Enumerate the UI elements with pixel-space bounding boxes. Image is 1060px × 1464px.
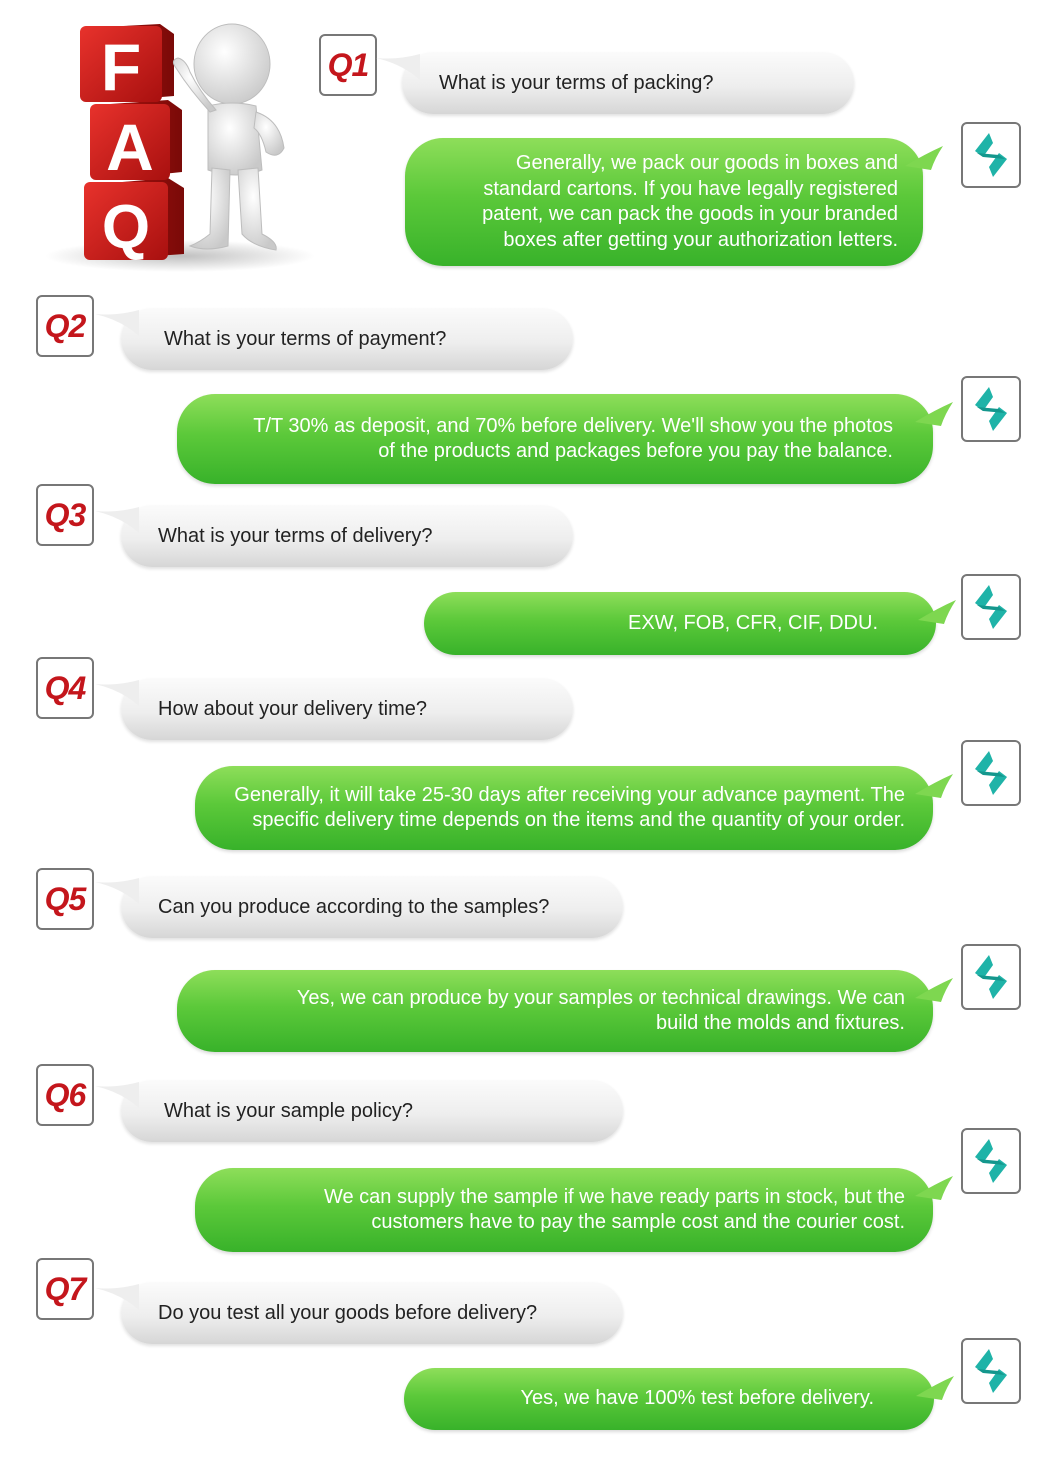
q4-question-text: How about your delivery time? xyxy=(158,697,428,720)
q1-answer-bubble xyxy=(405,138,923,266)
q6-answer-tail xyxy=(915,1170,955,1200)
company-logo-icon xyxy=(969,1135,1013,1187)
q5-answer-line-1: Yes, we can produce by your samples or technical drawings. We can xyxy=(296,986,905,1009)
q6-badge xyxy=(36,1064,94,1126)
q6-answer-line-2: customers have to pay the sample cost and the courier cost. xyxy=(371,1211,905,1233)
q2-answer-line-1: T/T 30% as deposit, and 70% before delivery. We'll show you the photos xyxy=(253,414,893,437)
q4-question-tail xyxy=(95,680,139,708)
q1-answer-tail xyxy=(905,140,945,170)
q7-answer-bubble xyxy=(404,1368,934,1430)
faq-illustration xyxy=(40,20,315,275)
q5-company-logo xyxy=(961,944,1021,1010)
q3-question-tail xyxy=(95,507,139,535)
q6-company-logo xyxy=(961,1128,1021,1194)
q7-badge xyxy=(36,1258,94,1320)
q2-answer-tail xyxy=(915,396,955,426)
q1-answer-line-1: Generally, we pack our goods in boxes and xyxy=(515,152,898,174)
company-logo-icon xyxy=(969,1345,1013,1397)
cube-letter-q: Q xyxy=(101,193,151,262)
q4-company-logo xyxy=(961,740,1021,806)
q5-question-text: Can you produce according to the samples? xyxy=(158,895,550,918)
q4-badge xyxy=(36,657,94,719)
q7-question-tail xyxy=(95,1284,139,1312)
q1-answer-line-3: patent, we can pack the goods in your branded xyxy=(482,203,898,225)
q7-company-logo xyxy=(961,1338,1021,1404)
q4-answer-bubble xyxy=(195,766,933,850)
q4-answer-tail xyxy=(915,768,955,798)
q5-answer-line-2: build the molds and fixtures. xyxy=(655,1012,905,1034)
q1-question-tail xyxy=(376,54,420,82)
q5-question-tail xyxy=(95,878,139,906)
company-logo-icon xyxy=(969,581,1013,633)
q6-question-text: What is your sample policy? xyxy=(164,1099,413,1122)
q1-answer-line-2: standard cartons. If you have legally registered xyxy=(483,177,898,200)
q7-question-bubble xyxy=(121,1282,623,1344)
q2-question-bubble xyxy=(121,308,573,370)
q5-answer-tail xyxy=(915,972,955,1002)
q1-badge xyxy=(319,34,377,96)
q2-question-text: What is your terms of payment? xyxy=(164,327,447,350)
q7-number: Q7 xyxy=(44,1270,86,1307)
q1-company-logo xyxy=(961,122,1021,188)
q6-answer-bubble xyxy=(195,1168,933,1252)
q2-company-logo xyxy=(961,376,1021,442)
q2-answer-bubble xyxy=(177,394,933,484)
q3-company-logo xyxy=(961,574,1021,640)
q3-answer-tail xyxy=(918,594,958,624)
q4-question-bubble xyxy=(121,678,573,740)
q6-question-bubble xyxy=(121,1080,623,1142)
q4-answer-line-1: Generally, it will take 25-30 days after receiving your advance payment. The xyxy=(234,783,905,806)
q2-question-tail xyxy=(95,310,139,338)
q1-answer-line-4: boxes after getting your authorization letters. xyxy=(503,228,898,251)
q3-question-bubble xyxy=(121,505,573,567)
q1-question-bubble xyxy=(402,52,854,114)
company-logo-icon xyxy=(969,129,1013,181)
q3-question-text: What is your terms of delivery? xyxy=(158,524,433,547)
q5-answer-bubble xyxy=(177,970,933,1052)
q3-answer-bubble xyxy=(424,592,936,655)
q3-answer-line-1: EXW, FOB, CFR, CIF, DDU. xyxy=(627,611,878,634)
q2-badge xyxy=(36,295,94,357)
q7-question-text: Do you test all your goods before delivery? xyxy=(158,1301,538,1324)
cube-letter-a: A xyxy=(106,110,154,184)
q5-badge xyxy=(36,868,94,930)
q3-number: Q3 xyxy=(44,496,86,533)
q5-number: Q5 xyxy=(44,880,86,917)
q5-question-bubble xyxy=(121,876,623,938)
q2-answer-line-2: of the products and packages before you pay the balance. xyxy=(378,440,893,462)
q3-badge xyxy=(36,484,94,546)
company-logo-icon xyxy=(969,747,1013,799)
q6-answer-line-1: We can supply the sample if we have ready parts in stock, but the xyxy=(323,1185,905,1208)
q7-answer-line-1: Yes, we have 100% test before delivery. xyxy=(520,1387,874,1410)
q7-answer-tail xyxy=(916,1370,956,1400)
company-logo-icon xyxy=(969,383,1013,435)
white-figure xyxy=(173,24,284,250)
cube-letter-f: F xyxy=(100,30,142,104)
q4-answer-line-2: specific delivery time depends on the items and the quantity of your order. xyxy=(252,809,905,831)
q1-number: Q1 xyxy=(327,46,369,83)
q2-number: Q2 xyxy=(44,307,86,344)
company-logo-icon xyxy=(969,951,1013,1003)
q6-number: Q6 xyxy=(44,1076,86,1113)
q6-question-tail xyxy=(95,1082,139,1110)
q1-question-text: What is your terms of packing? xyxy=(439,71,714,94)
q4-number: Q4 xyxy=(44,669,86,706)
